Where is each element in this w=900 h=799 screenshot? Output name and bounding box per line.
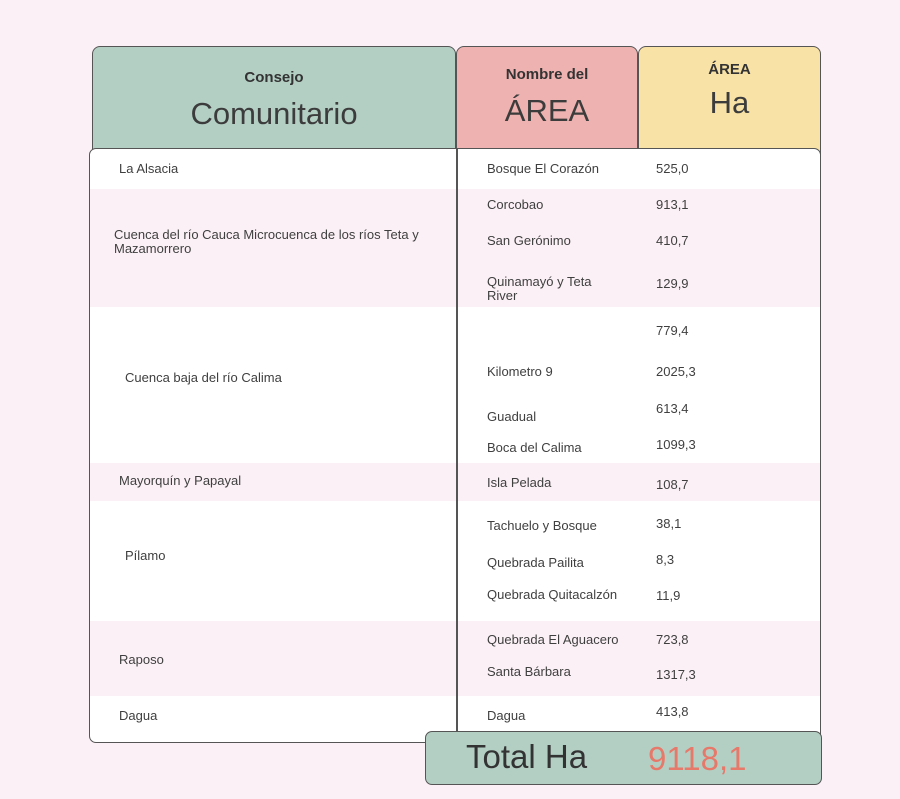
area-ha-cell: 723,8 — [656, 632, 689, 647]
header-area-label: ÁREA — [504, 93, 590, 128]
consejo-cell: Mayorquín y Papayal — [119, 473, 242, 488]
area-ha-cell: 8,3 — [656, 552, 675, 567]
total-box — [425, 731, 822, 785]
header-comunitario-label: Comunitario — [190, 96, 358, 131]
area-name-cell: Bosque El Corazón — [487, 161, 600, 176]
area-name-cell: Quebrada Quitacalzón — [487, 587, 618, 602]
column-divider — [456, 149, 458, 742]
header-area-small-label: ÁREA — [708, 61, 751, 78]
area-name-cell: Boca del Calima — [487, 440, 582, 455]
area-ha-cell: 108,7 — [656, 477, 689, 492]
header-consejo-comunitario — [92, 46, 456, 158]
area-ha-cell: 11,9 — [656, 588, 681, 603]
area-ha-cell: 913,1 — [656, 197, 689, 212]
total-label: Total Ha — [466, 738, 588, 775]
area-ha-cell: 129,9 — [656, 276, 689, 291]
consejo-cell: Raposo — [119, 652, 164, 667]
consejo-cell: Pílamo — [125, 548, 166, 563]
area-name-cell: Dagua — [487, 708, 526, 723]
header-area-ha — [638, 46, 821, 158]
area-ha-cell: 413,8 — [656, 704, 689, 719]
area-name-cell: Tachuelo y Bosque — [487, 518, 597, 533]
consejo-cell: Cuenca del río Cauca Microcuenca de los ríos Teta y Mazamorrero — [114, 227, 419, 256]
area-ha-cell: 38,1 — [656, 516, 682, 531]
area-name-cell: San Gerónimo — [487, 233, 571, 248]
area-name-cell: Corcobao — [487, 197, 544, 212]
area-ha-cell: 1099,3 — [656, 437, 696, 452]
header-consejo-label: Consejo — [244, 69, 304, 86]
consejo-cell: Dagua — [119, 708, 158, 723]
consejo-cell: La Alsacia — [119, 161, 179, 176]
area-name-cell: Quinamayó y Teta River — [487, 274, 592, 303]
area-ha-cell: 410,7 — [656, 233, 689, 248]
area-name-cell: Quebrada Pailita — [487, 555, 584, 570]
header-nombre-label: Nombre del — [505, 66, 589, 83]
area-ha-cell: 613,4 — [656, 401, 689, 416]
consejo-cell: Cuenca baja del río Calima — [125, 370, 282, 385]
area-ha-cell: 2025,3 — [656, 364, 696, 379]
area-name-cell: Guadual — [487, 409, 537, 424]
area-ha-cell: 525,0 — [656, 161, 689, 176]
area-name-cell: Quebrada El Aguacero — [487, 632, 619, 647]
area-ha-cell: 779,4 — [656, 323, 689, 338]
area-name-cell: Santa Bárbara — [487, 664, 571, 679]
area-name-cell: Kilometro 9 — [487, 364, 553, 379]
total-value: 9118,1 — [648, 740, 747, 777]
area-ha-cell: 1317,3 — [656, 667, 696, 682]
area-name-cell: Isla Pelada — [487, 475, 552, 490]
header-nombre-area — [456, 46, 638, 158]
header-ha-label: Ha — [709, 85, 750, 120]
data-table — [89, 148, 821, 743]
